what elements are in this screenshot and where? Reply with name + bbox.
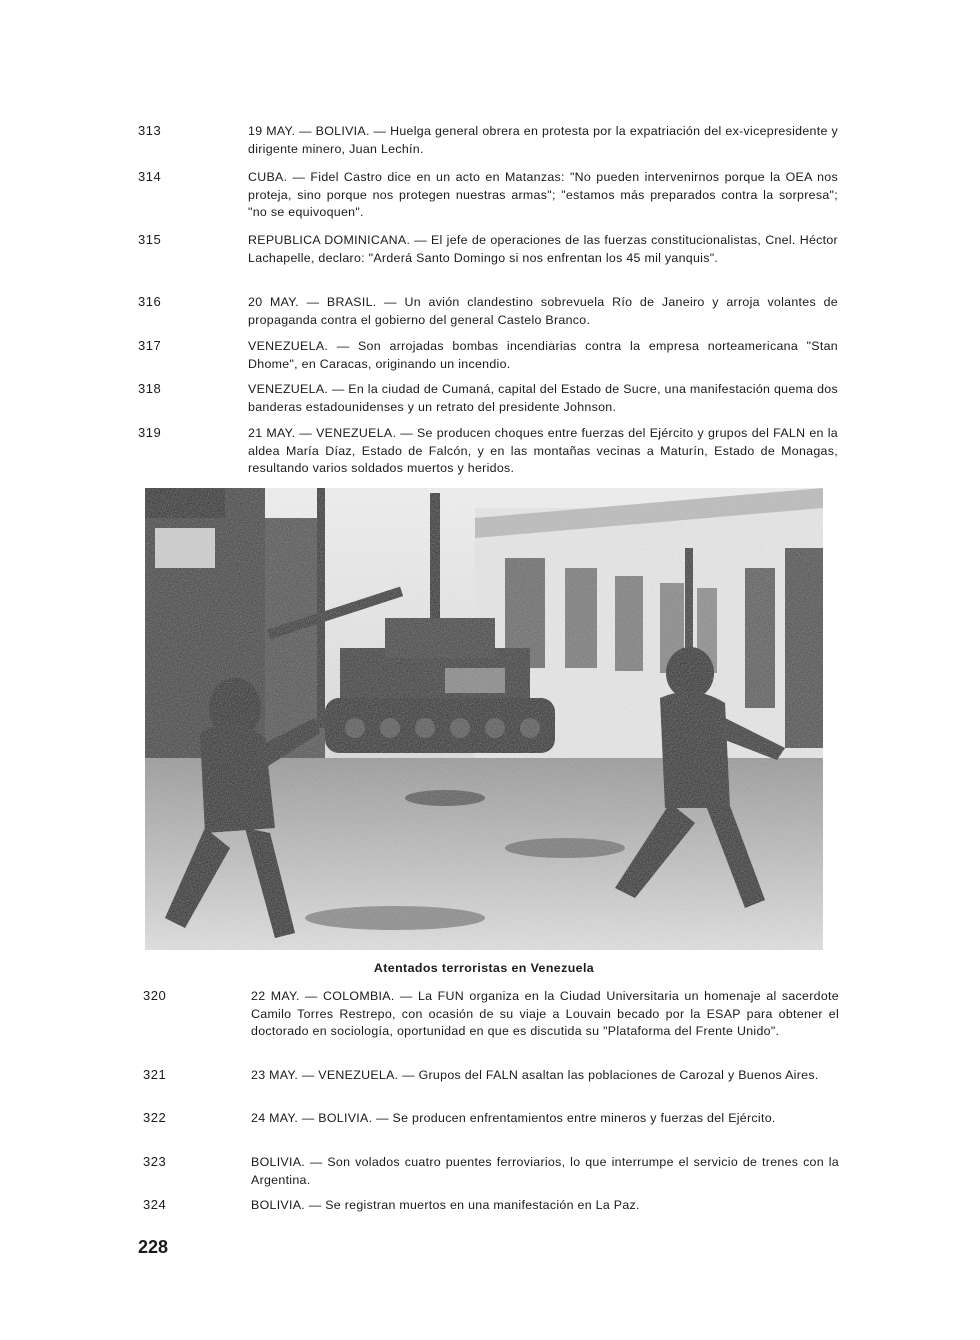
entry-number: 313 — [138, 123, 162, 138]
entry-text: 20 MAY. — BRASIL. — Un avión clandestino sobrevuela Río de Janeiro y arroja volantes de propaganda contra el gobierno del general Castelo Branco. — [248, 295, 838, 327]
entry-text: 21 MAY. — VENEZUELA. — Se producen choques entre fuerzas del Ejército y grupos del FALN en la aldea María Díaz, Estado de Falcón, y en las montañas vecinas a Maturín, Estado de Monagas, resultando varios soldados muertos y heridos. — [248, 426, 838, 475]
entry-text: REPUBLICA DOMINICANA. — El jefe de operaciones de las fuerzas constitucionalistas, Cnel. Héctor Lachapelle, declaro: "Arderá Santo Domingo si nos enfrentan los 45 mil yanquis". — [248, 233, 838, 265]
entry-number: 320 — [143, 988, 167, 1003]
photo-street-scene — [145, 488, 823, 950]
entry-text: 22 MAY. — COLOMBIA. — La FUN organiza en la Ciudad Universitaria un homenaje al sacerdote Camilo Torres Restrepo, con ocasión de su viaje a Louvain becado por la ESAP para obtener el doctorado en sociología, oportunidad en que es discutida su "Plataforma del Frente Unido". — [251, 989, 839, 1038]
entry-text: BOLIVIA. — Se registran muertos en una manifestación en La Paz. — [251, 1198, 640, 1212]
page-number: 228 — [138, 1237, 169, 1257]
entry-text: 19 MAY. — BOLIVIA. — Huelga general obrera en protesta por la expatriación del ex-vicepresidente y dirigente minero, Juan Lechín. — [248, 124, 838, 156]
entry-number: 316 — [138, 294, 162, 309]
entry-number: 322 — [143, 1110, 167, 1125]
entry-number: 314 — [138, 169, 162, 184]
entry-number: 321 — [143, 1067, 167, 1082]
photo-caption: Atentados terroristas en Venezuela — [373, 961, 595, 975]
entry-text: VENEZUELA. — En la ciudad de Cumaná, capital del Estado de Sucre, una manifestación quema dos banderas estadounidenses y un retrato del presidente Johnson. — [248, 382, 838, 414]
entry-number: 318 — [138, 381, 162, 396]
entry-number: 324 — [143, 1197, 167, 1212]
news-photo — [145, 488, 823, 950]
entry-text: BOLIVIA. — Son volados cuatro puentes ferroviarios, lo que interrumpe el servicio de trenes con la Argentina. — [251, 1155, 839, 1187]
entry-number: 315 — [138, 232, 162, 247]
entry-number: 319 — [138, 425, 162, 440]
entry-text: CUBA. — Fidel Castro dice en un acto en Matanzas: "No pueden intervenirnos porque la OEA nos proteja, sino porque nos protegen nuestras armas"; "estamos más preparados contra la sorpresa"; "no se equivoquen". — [248, 170, 838, 219]
entry-text: VENEZUELA. — Son arrojadas bombas incendiarias contra la empresa norteamericana "Stan Dhome", en Caracas, originando un incendio. — [248, 339, 838, 371]
entry-text: 24 MAY. — BOLIVIA. — Se producen enfrentamientos entre mineros y fuerzas del Ejército. — [251, 1111, 776, 1125]
entry-number: 317 — [138, 338, 162, 353]
entry-text: 23 MAY. — VENEZUELA. — Grupos del FALN asaltan las poblaciones de Carozal y Buenos Aires. — [251, 1068, 819, 1082]
entry-number: 323 — [143, 1154, 167, 1169]
